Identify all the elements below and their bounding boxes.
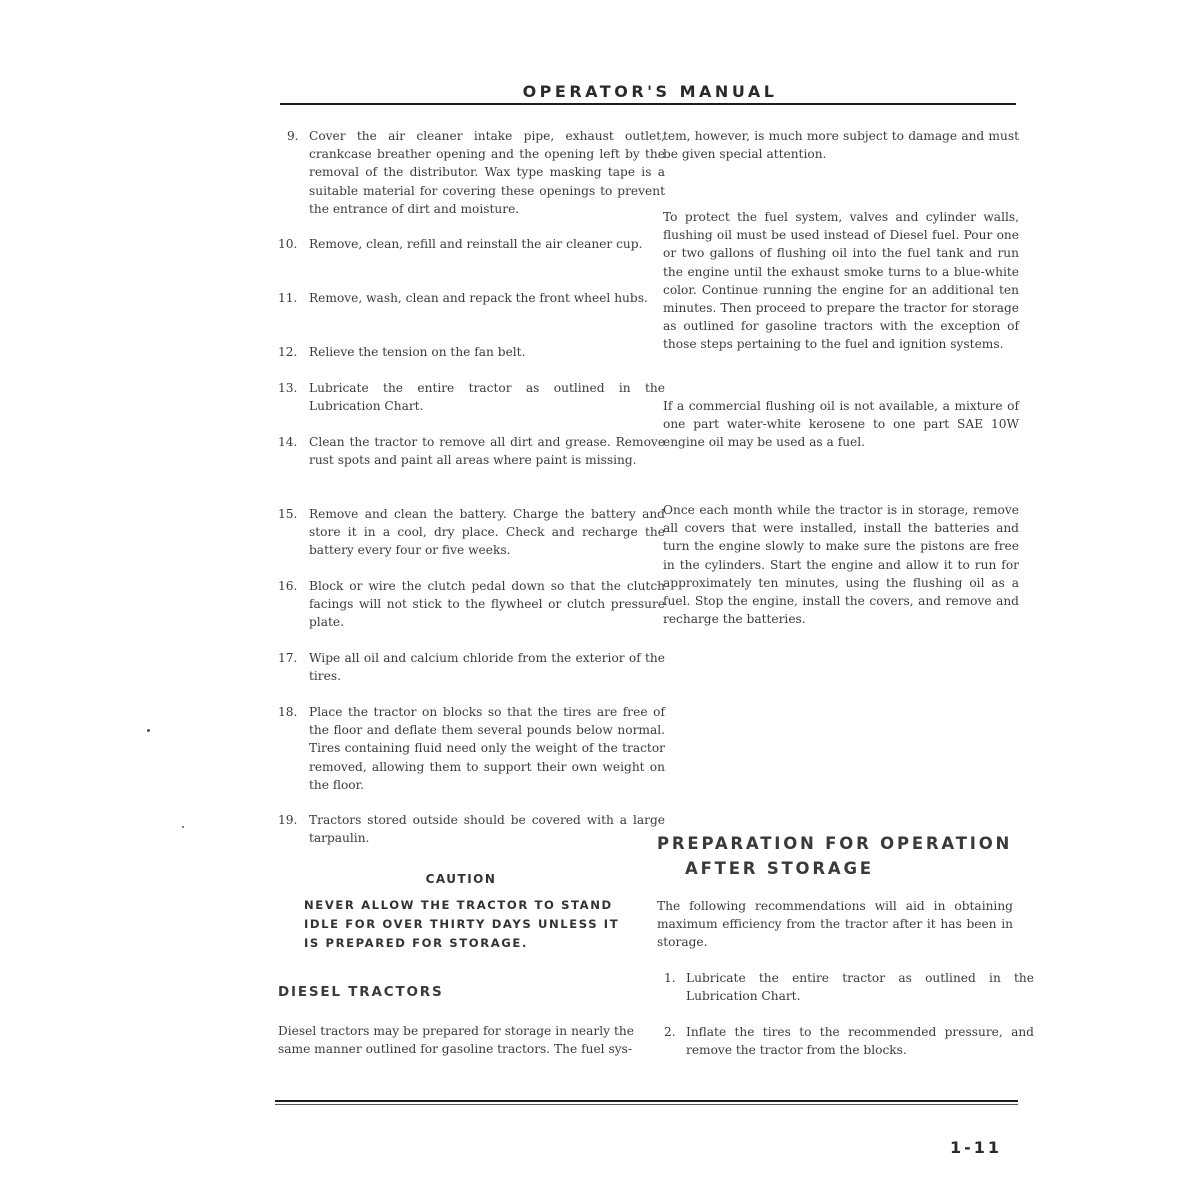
item-number: 10. [278,237,298,251]
item-text: Lubricate the entire tractor as outlined in the Lubrication Chart. [309,381,665,414]
diesel-intro-paragraph: Diesel tractors may be prepared for storage in nearly the same manner outlined for gasoline tractors. The fuel sys- [278,1024,634,1057]
item-number: 1. [664,971,676,985]
list-item [278,811,665,847]
item-text: Remove, clean, refill and reinstall the air cleaner cup. [309,237,643,251]
list-item [278,127,665,218]
item-text: Remove, wash, clean and repack the front wheel hubs. [309,291,648,305]
item-text: Wipe all oil and calcium chloride from the exterior of the tires. [309,651,665,684]
item-number: 17. [278,651,298,665]
item-text: Tractors stored outside should be covered with a large tarpaulin. [309,813,665,846]
list-item [278,433,665,469]
list-item [278,649,665,685]
header-rule [280,103,1016,105]
item-number: 12. [278,345,298,359]
scan-speck [147,729,150,732]
diesel-tractors-heading: DIESEL TRACTORS [278,984,444,1000]
item-text: Relieve the tension on the fan belt. [309,345,526,359]
item-text: Remove and clean the battery. Charge the battery and store it in a cool, dry place. Check and recharge the battery every four or five weeks. [309,507,665,558]
list-item [278,343,665,361]
item-number: 14. [278,435,298,449]
item-number: 9. [287,129,299,143]
item-text: Inflate the tires to the recommended pressure, and remove the tractor from the blocks. [686,1025,1034,1058]
list-item [664,969,1034,1005]
kerosene-mixture-paragraph: If a commercial flushing oil is not available, a mixture of one part water-white kerosene to one part SAE 10W engine oil may be used as a fuel. [663,399,1019,450]
item-text: Cover the air cleaner intake pipe, exhaust outlet, crankcase breather opening and the opening left by the removal of the distributor. Wax type masking tape is a suitable material for covering these openings to prevent the entrance of dirt and moisture. [309,129,665,216]
item-text: Lubricate the entire tractor as outlined in the Lubrication Chart. [686,971,1034,1004]
monthly-check-paragraph: Once each month while the tractor is in storage, remove all covers that were installed, install the batteries and turn the engine slowly to make sure the pistons are free in the cylinders. Start the engine and allow it to run for approximately ten minutes, using the flushing oil as a fuel. Stop the engine, install the covers, and remove and recharge the batteries. [663,503,1019,627]
item-text: Block or wire the clutch pedal down so that the clutch facings will not stick to the flywheel or clutch pressure plate. [309,579,665,630]
item-number: 13. [278,381,298,395]
footer-rule [275,1100,1018,1102]
list-item [278,289,665,307]
footer-rule-thin [275,1104,1018,1105]
preparation-heading-line2: AFTER STORAGE [685,859,874,878]
item-number: 11. [278,291,298,305]
scan-speck [182,826,184,828]
list-item [278,505,665,560]
flushing-oil-paragraph: To protect the fuel system, valves and cylinder walls, flushing oil must be used instead of Diesel fuel. Pour one or two gallons of flushing oil into the fuel tank and run the engine until the exhaust smoke turns to a blue-white color. Continue running the engine for an additional ten minutes. Then proceed to prepare the tractor for storage as outlined for gasoline tractors with the exception of those steps pertaining to the fuel and ignition systems. [663,210,1019,352]
item-number: 18. [278,705,298,719]
page-header-title: OPERATOR'S MANUAL [522,82,778,101]
preparation-intro-paragraph: The following recommendations will aid in obtaining maximum efficiency from the tractor after it has been in storage. [657,899,1013,950]
preparation-heading-line1: PREPARATION FOR OPERATION [657,834,1013,853]
fuel-system-continuation: tem, however, is much more subject to damage and must be given special attention. [663,129,1019,162]
list-item [664,1023,1034,1059]
list-item [278,577,665,632]
page-number: 1-11 [950,1138,1003,1157]
item-text: Place the tractor on blocks so that the tires are free of the floor and deflate them several pounds below normal. Tires containing fluid need only the weight of the tractor removed, allowing them to support their own weight on the floor. [309,705,665,792]
item-number: 19. [278,813,298,827]
list-item [278,379,665,415]
preparation-heading [657,831,1012,881]
caution-body: NEVER ALLOW THE TRACTOR TO STAND IDLE FOR OVER THIRTY DAYS UNLESS IT IS PREPARED FOR STORAGE. [304,898,620,950]
item-number: 15. [278,507,298,521]
caution-title: CAUTION [425,872,497,886]
item-text: Clean the tractor to remove all dirt and grease. Remove rust spots and paint all areas where paint is missing. [309,435,665,468]
list-item [278,703,665,794]
list-item [278,235,665,253]
item-number: 16. [278,579,298,593]
item-number: 2. [664,1025,676,1039]
